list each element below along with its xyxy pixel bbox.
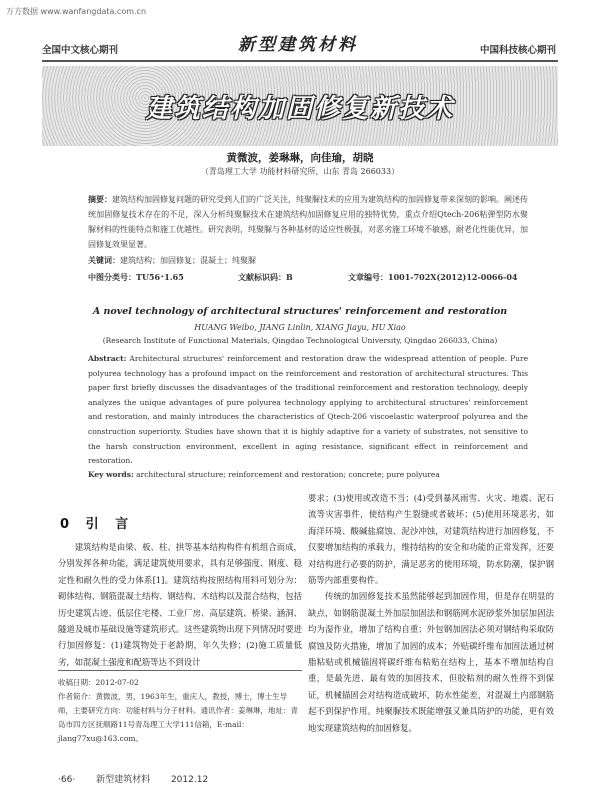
page-footer (58, 772, 226, 785)
chinese-keywords (88, 255, 256, 266)
body-left-column: 建筑结构是由梁、板、柱、拱等基本结构构件有机组合而成，分别发挥各种功能，满足建筑使用要求，具有足够强度、刚度、稳定性和耐久性的受力体系[1]。建筑结构按照结构用料可划分为：砌体结构、钢筋混凝土结构、钢结构、木结构以及混合结构，包括历史建筑古迹、低层住宅楼、工业厂房、高层建筑、桥梁、涵洞、隧道及城市基础设施等建筑形式。这些建筑物出现下列情况时要进行加固修复：(1)建筑物处于老龄期，年久失修；(2)施工质量低劣，如混凝土强度和配筋等达不到设计 (58, 542, 302, 667)
english-affiliation: (Research Institute of Functional Materials, Qingdao Technological University, Qingdao 266033, China) (102, 336, 498, 345)
section-heading: 0 引 言 (60, 517, 135, 532)
header-divider (42, 60, 558, 62)
english-authors: HUANG Weibo, JIANG Linlin, XIANG Jiayu, HU Xiao (194, 323, 406, 332)
journal-logo-text: 新型建筑材料 (238, 35, 358, 55)
paper-authors: 黄微波，姜琳琳，向佳瑜，胡晓 (226, 152, 374, 164)
abstract-label: 摘要： (88, 194, 112, 204)
english-abstract-label: Abstract: (88, 354, 127, 363)
keywords-label: 关键词： (88, 255, 120, 265)
chinese-abstract (88, 192, 528, 252)
english-title: A novel technology of architectural structures' reinforcement and restoration (92, 306, 508, 317)
english-abstract (88, 352, 528, 469)
header-right-label: 中国科技核心期刊 (479, 45, 556, 56)
paper-affiliation: （青岛理工大学 功能材料研究所，山东 青岛 266033） (200, 167, 400, 176)
page-number: ·66· (58, 775, 76, 785)
abstract-text: 建筑结构加固修复问题的研究受到人们的广泛关注，纯聚脲技术的应用为建筑结构的加固修复带来深刻的影响。阐述传统加固修复技术存在的不足，深入分析纯聚脲技术在建筑结构加固修复应用的独特优势，重点介绍Qtech-206粘弹型防水聚脲材料的性能特点和施工优越性。研究表明，纯聚脲与各种基材的适应性极强，对恶劣施工环境不敏感，耐老化性能优异，加固修复效果显著。 (88, 195, 528, 249)
keywords-text: 建筑结构；加固修复；混凝土；纯聚脲 (120, 256, 256, 265)
english-abstract-text: Architectural structures' reinforcement and restoration draw the widespread attention of people. Pure polyurea technology has a profound impact on the reinforcement and restoration of architectural structures. This paper first briefly discusses the disadvantages of the traditional reinforcement and restoration technology, deeply analyzes the unique advantages of pure polyurea technology applying to architectural structures' reinforcement and restoration, and mainly introduces the characteristics of Qtech-206 viscoelastic waterproof polyurea and the construction superiority. Studies have shown that it is highly adaptive for a variety of substrates, not sensitive to the harsh construction environment, excellent in aging resistance, significant effect in reinforcement and restoration. (88, 354, 529, 466)
footnote-divider (58, 670, 302, 671)
footnote: 收稿日期：2012-07-02 作者简介：黄微波，男，1963年生，重庆人，教授，博士，博士生导师，主要研究方向：功能材料与分子材料。通讯作者：姜琳琳，地址：青岛市四方区抚顺路11号青岛理工大学111信箱，E-mail：jlang77xu@163.com。 (58, 678, 298, 743)
english-keywords-label: Key words: (88, 470, 134, 479)
english-keywords (88, 470, 528, 479)
paper-title: 建筑结构加固修复新技术 (145, 94, 454, 124)
body-right-column: 要求；(3)使用或改造不当；(4)受到暴风雨雪、火灾、地震、泥石流等灾害事件，使结构产生裂缝或者破坏；(5)使用环境恶劣，如海洋环境、酸碱盐腐蚀、泥沙冲蚀，对建筑结构进行加固修复，不仅要增加结构的承载力，维持结构的安全和功能的正常发挥，还要对结构进行必要的防护，满足恶劣的使用环境，防水防潮，保护钢筋等内部重要构件。 传统的加固修复技术虽然能够起到加固作用，但是存在明显的缺点，如钢筋混凝土外加层加固法和钢筋网水泥砂浆外加层加固法均为湿作业，增加了结构自重；外包钢加固法必须对钢结构采取防腐蚀及防火措施，增加了加固的成本；外贴碳纤维布加固法通过树脂粘贴或机械锚固将碳纤维布粘贴在结构上，基本不增加结构自重，是最先进、最有效的加固技术，但胶粘剂的耐久性得不到保证，机械锚固会对结构造成破坏，防水性能差，对混凝土内部钢筋起不到保护作用。纯聚脲技术既能增强又兼具防护的功能，更有效地实现建筑结构的加固修复。 (308, 493, 554, 733)
footer-journal: 新型建筑材料 (96, 775, 151, 785)
doc-code-field: 文献标识码：B (238, 272, 293, 282)
header-left-label: 全国中文核心期刊 (42, 45, 119, 56)
article-number-field: 文章编号：1001-702X(2012)12-0066-04 (348, 272, 518, 282)
english-keywords-text: architectural structure; reinforcement and restoration; concrete; pure polyurea (136, 470, 440, 479)
footer-issue: 2012.12 (170, 775, 209, 785)
watermark-text: 万方数据 www.wanfangdata.com.cn (6, 7, 147, 16)
clc-field: 中图分类号：TU56⁺1.65 (88, 272, 184, 282)
